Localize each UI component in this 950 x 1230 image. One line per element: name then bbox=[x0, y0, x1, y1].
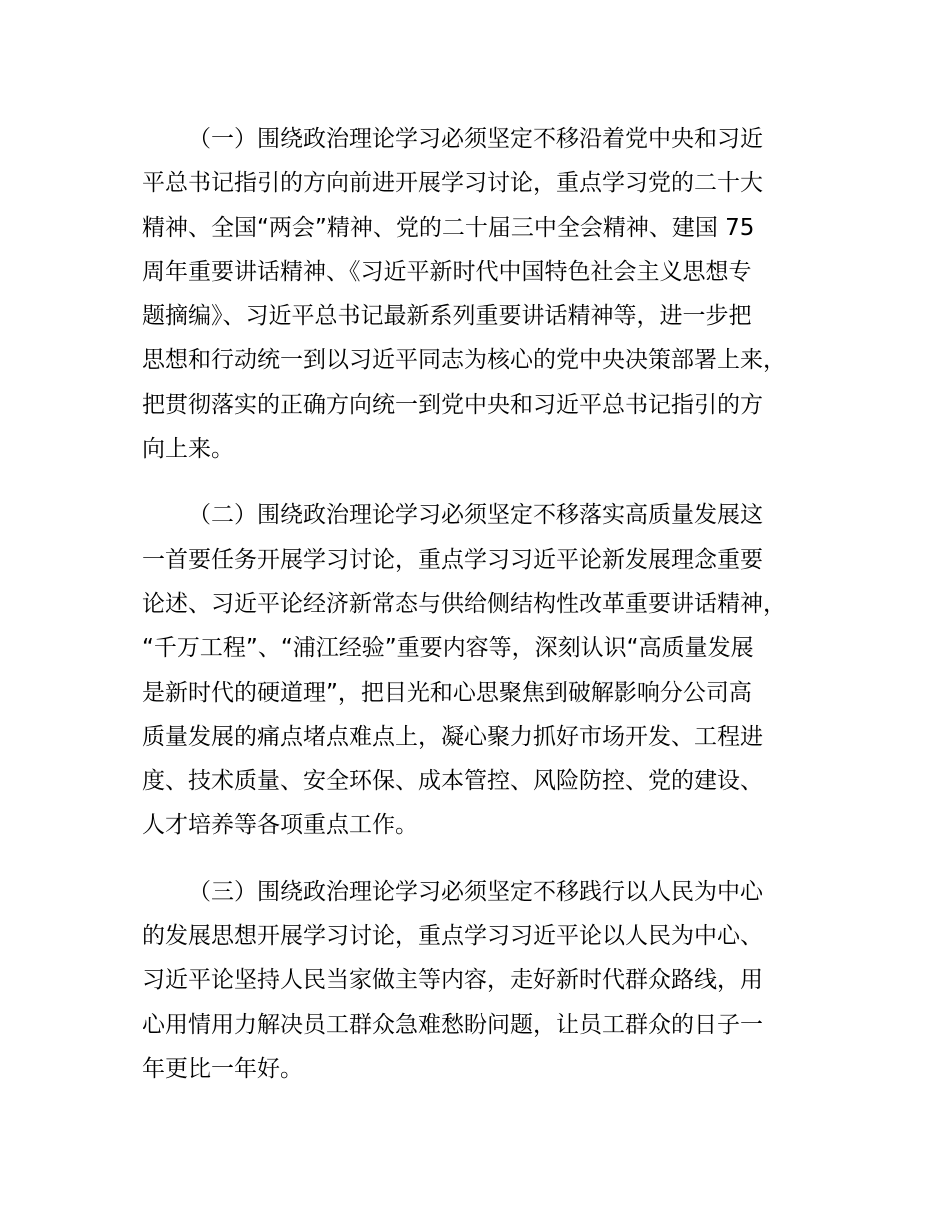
paragraph-line: 思想和行动统一到以习近平同志为核心的党中央决策部署上来， bbox=[142, 347, 786, 374]
paragraph-line: 心用情用力解决员工群众急难愁盼问题，让员工群众的日子一 bbox=[142, 1011, 763, 1038]
paragraph-line: 把贯彻落实的正确方向统一到党中央和习近平总书记指引的方 bbox=[142, 391, 763, 418]
paragraph-line: 论述、习近平论经济新常态与供给侧结构性改革重要讲话精神， bbox=[142, 590, 786, 617]
paragraph-3 bbox=[142, 870, 842, 1091]
paragraph-line: 题摘编》、习近平总书记最新系列重要讲话精神等，进一步把 bbox=[142, 303, 752, 330]
paragraph-line: 是新时代的硬道理”，把目光和心思聚焦到破解影响分公司高 bbox=[142, 679, 752, 706]
paragraph-2 bbox=[142, 493, 842, 847]
paragraph-line: 习近平论坚持人民当家做主等内容，走好新时代群众路线，用 bbox=[142, 967, 763, 994]
paragraph-line: 平总书记指引的方向前进开展学习讨论，重点学习党的二十大 bbox=[142, 170, 763, 197]
paragraph-line: 周年重要讲话精神、《习近平新时代中国特色社会主义思想专 bbox=[142, 258, 752, 285]
paragraph-line: 年更比一年好。 bbox=[142, 1055, 303, 1082]
paragraph-line: 人才培养等各项重点工作。 bbox=[142, 812, 418, 839]
paragraph-line: “千万工程”、“浦江经验”重要内容等，深刻认识“高质量发展 bbox=[142, 635, 754, 662]
paragraph-line: 质量发展的痛点堵点难点上，凝心聚力抓好市场开发、工程进 bbox=[142, 723, 763, 750]
paragraph-1 bbox=[142, 117, 842, 471]
paragraph-line: 一首要任务开展学习讨论，重点学习习近平论新发展理念重要 bbox=[142, 546, 763, 573]
paragraph-line: 向上来。 bbox=[142, 436, 234, 463]
paragraph-line: 的发展思想开展学习讨论，重点学习习近平论以人民为中心、 bbox=[142, 923, 763, 950]
paragraph-line: 度、技术质量、安全环保、成本管控、风险防控、党的建设、 bbox=[142, 768, 763, 795]
paragraph-line: （三）围绕政治理论学习必须坚定不移践行以人民为中心 bbox=[188, 878, 763, 905]
paragraph-line: （二）围绕政治理论学习必须坚定不移落实高质量发展这 bbox=[188, 502, 763, 529]
document-body bbox=[142, 117, 842, 1091]
paragraph-line: 精神、全国“两会”精神、党的二十届三中全会精神、建国 75 bbox=[142, 214, 755, 241]
paragraph-line: （一）围绕政治理论学习必须坚定不移沿着党中央和习近 bbox=[188, 126, 763, 152]
